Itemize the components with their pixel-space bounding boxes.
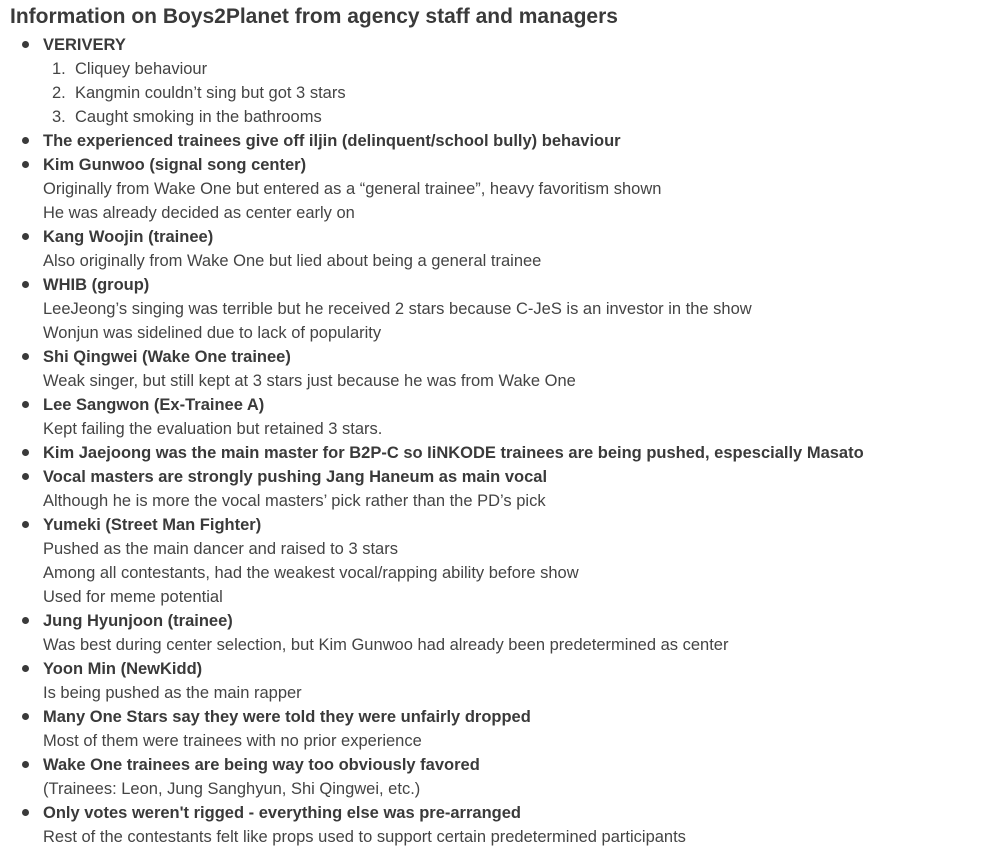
bullet-icon xyxy=(22,353,29,360)
detail-line: Most of them were trainees with no prior experience xyxy=(43,732,422,750)
bullet-icon xyxy=(22,161,29,168)
numbered-sub-item xyxy=(0,81,1000,105)
detail-line: Although he is more the vocal masters’ pick rather than the PD’s pick xyxy=(43,492,546,510)
bullet-icon xyxy=(22,665,29,672)
bullet-icon xyxy=(22,137,29,144)
detail-line: LeeJeong’s singing was terrible but he received 2 stars because C-JeS is an investor in the show xyxy=(43,300,752,318)
bullet-icon xyxy=(22,449,29,456)
list-item xyxy=(0,657,1000,705)
list-item xyxy=(0,753,1000,801)
bullet-icon xyxy=(22,713,29,720)
list-item-heading: Kang Woojin (trainee) xyxy=(43,228,214,246)
detail-line: Also originally from Wake One but lied about being a general trainee xyxy=(43,252,542,270)
list-item xyxy=(0,441,1000,465)
detail-line: He was already decided as center early on xyxy=(43,204,355,222)
list-item xyxy=(0,513,1000,609)
detail-line: Is being pushed as the main rapper xyxy=(43,684,302,702)
sub-item-number: 3. xyxy=(52,108,66,126)
detail-line: Rest of the contestants felt like props used to support certain predetermined participants xyxy=(43,828,686,846)
bullet-icon xyxy=(22,617,29,624)
list-item-heading: WHIB (group) xyxy=(43,276,150,294)
bullet-icon xyxy=(22,473,29,480)
list-item-heading: Jung Hyunjoon (trainee) xyxy=(43,612,233,630)
sub-item-text: Kangmin couldn’t sing but got 3 stars xyxy=(75,84,346,102)
list-item xyxy=(0,393,1000,441)
list-item xyxy=(0,273,1000,345)
list-item-heading: Kim Jaejoong was the main master for B2P-C so IiNKODE trainees are being pushed, espescially Masato xyxy=(43,444,864,462)
detail-line: Among all contestants, had the weakest vocal/rapping ability before show xyxy=(43,564,579,582)
list-item xyxy=(0,225,1000,273)
list-item xyxy=(0,609,1000,657)
list-item xyxy=(0,153,1000,225)
bullet-list xyxy=(0,33,1000,849)
bullet-icon xyxy=(22,233,29,240)
sub-item-text: Caught smoking in the bathrooms xyxy=(75,108,322,126)
detail-line: Kept failing the evaluation but retained 3 stars. xyxy=(43,420,383,438)
page-title: Information on Boys2Planet from agency staff and managers xyxy=(10,5,618,28)
list-item xyxy=(0,129,1000,153)
bullet-icon xyxy=(22,761,29,768)
list-item xyxy=(0,345,1000,393)
list-item-heading: Lee Sangwon (Ex-Trainee A) xyxy=(43,396,265,414)
list-item xyxy=(0,465,1000,513)
detail-line: Used for meme potential xyxy=(43,588,223,606)
list-item-heading: Vocal masters are strongly pushing Jang Haneum as main vocal xyxy=(43,468,548,486)
bullet-icon xyxy=(22,281,29,288)
sub-item-number: 2. xyxy=(52,84,66,102)
sub-item-text: Cliquey behaviour xyxy=(75,60,208,78)
detail-line: Originally from Wake One but entered as a “general trainee”, heavy favoritism shown xyxy=(43,180,662,198)
bullet-icon xyxy=(22,809,29,816)
bullet-icon xyxy=(22,521,29,528)
list-item-heading: Yumeki (Street Man Fighter) xyxy=(43,516,262,534)
numbered-sub-item xyxy=(0,57,1000,81)
list-item-heading: Kim Gunwoo (signal song center) xyxy=(43,156,307,174)
list-item-heading: Only votes weren't rigged - everything else was pre-arranged xyxy=(43,804,521,822)
list-item xyxy=(0,33,1000,129)
list-item-heading: Wake One trainees are being way too obviously favored xyxy=(43,756,480,774)
list-item xyxy=(0,705,1000,753)
detail-line: (Trainees: Leon, Jung Sanghyun, Shi Qingwei, etc.) xyxy=(43,780,421,798)
bullet-icon xyxy=(22,401,29,408)
detail-line: Wonjun was sidelined due to lack of popularity xyxy=(43,324,382,342)
detail-line: Was best during center selection, but Kim Gunwoo had already been predetermined as center xyxy=(43,636,729,654)
sub-item-number: 1. xyxy=(52,60,66,78)
numbered-sub-item xyxy=(0,105,1000,129)
list-item-heading: VERIVERY xyxy=(43,36,126,54)
list-item-heading: Many One Stars say they were told they were unfairly dropped xyxy=(43,708,531,726)
detail-line: Weak singer, but still kept at 3 stars just because he was from Wake One xyxy=(43,372,576,390)
list-item-heading: Yoon Min (NewKidd) xyxy=(43,660,203,678)
detail-line: Pushed as the main dancer and raised to 3 stars xyxy=(43,540,398,558)
list-item xyxy=(0,801,1000,849)
list-item-heading: The experienced trainees give off iljin (delinquent/school bully) behaviour xyxy=(43,132,621,150)
list-item-heading: Shi Qingwei (Wake One trainee) xyxy=(43,348,291,366)
bullet-icon xyxy=(22,41,29,48)
